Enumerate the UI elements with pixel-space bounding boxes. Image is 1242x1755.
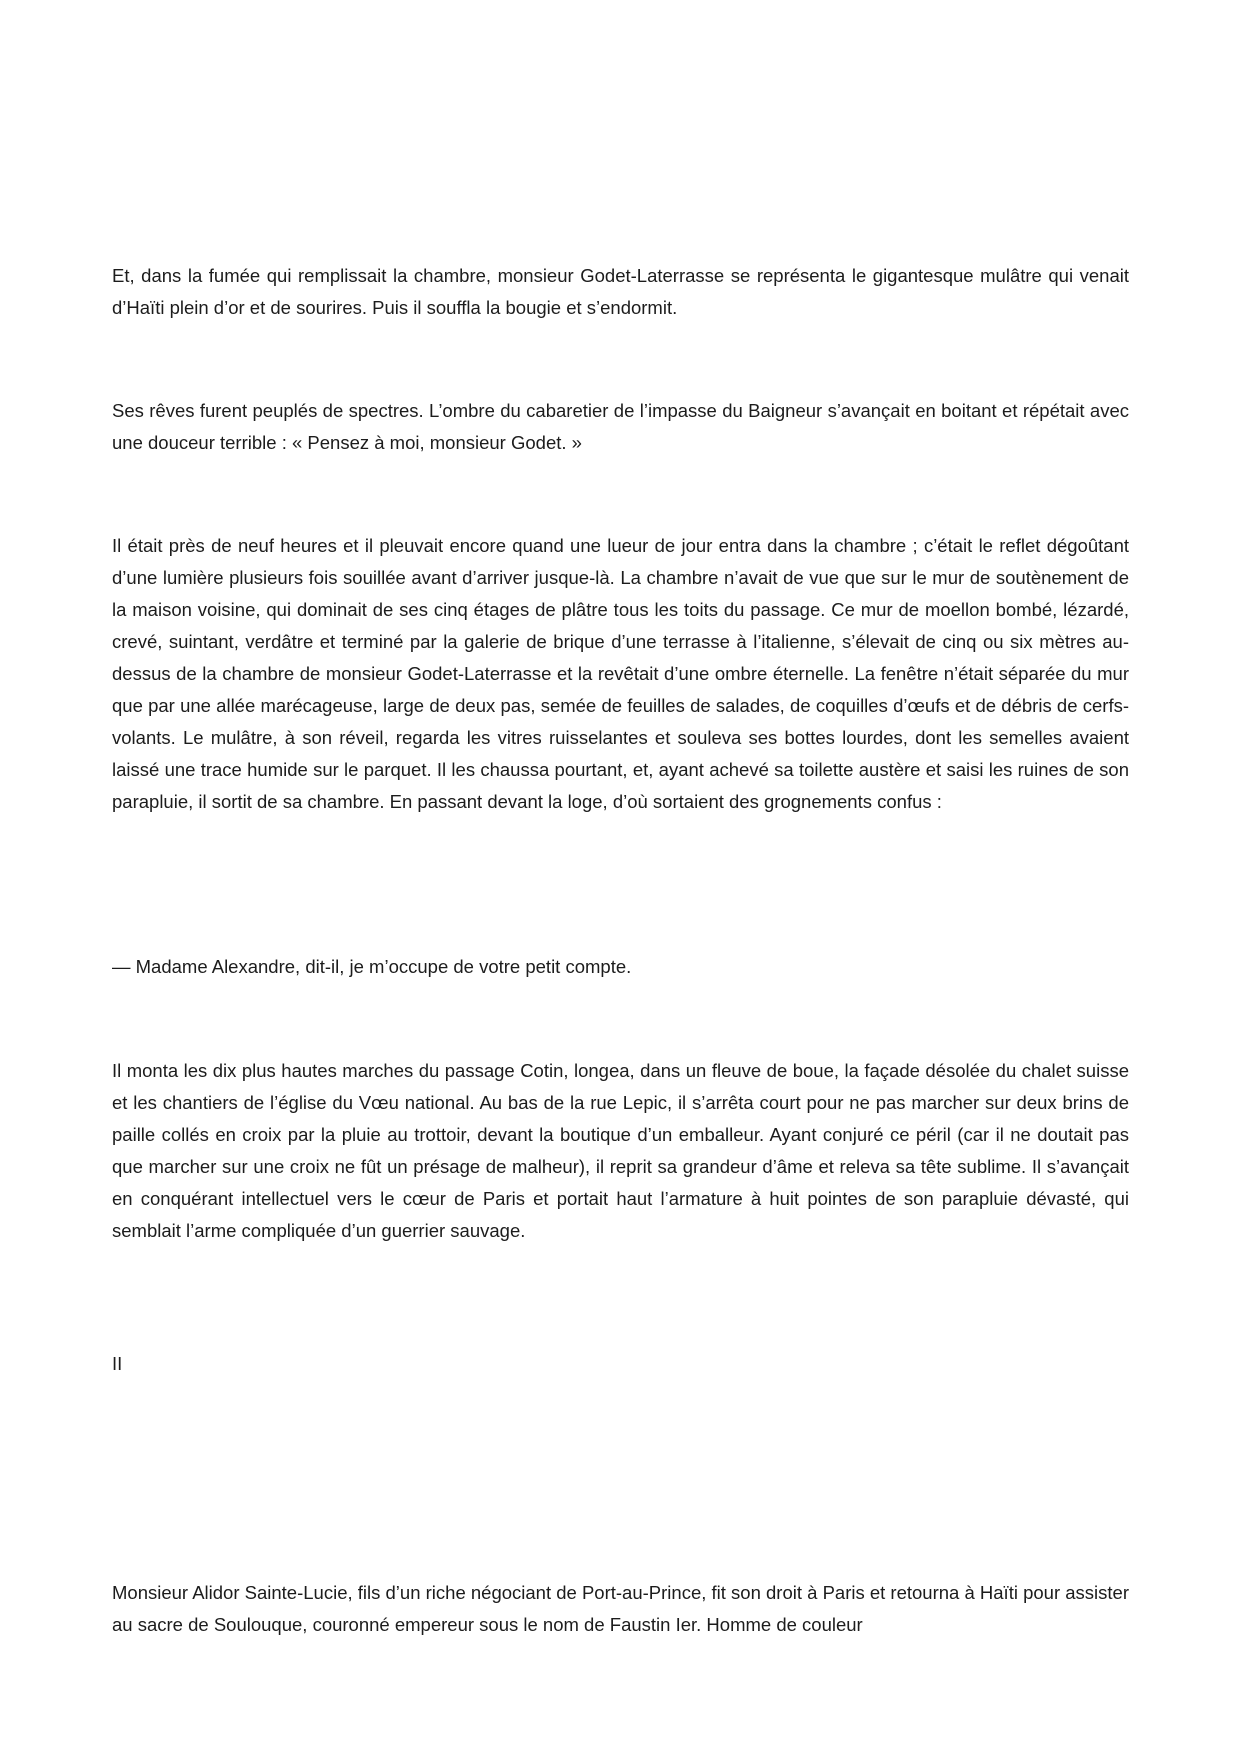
- chapter-heading: II: [112, 1353, 123, 1374]
- paragraph-smoke-dream: Et, dans la fumée qui remplissait la chambre, monsieur Godet-Laterrasse se représenta le gigantesque mulâtre qui venait d’Haïti plein d’or et de sourires. Puis il souffla la bougie et s’endormit.: [112, 265, 1129, 318]
- paragraph-spectres: Ses rêves furent peuplés de spectres. L’ombre du cabaretier de l’impasse du Baigneur s’avançait en boitant et répétait avec une douceur terrible : « Pensez à moi, monsieur Godet. »: [112, 400, 1129, 453]
- paragraph-dialogue: — Madame Alexandre, dit-il, je m’occupe de votre petit compte.: [112, 956, 632, 977]
- paragraph-morning-room: Il était près de neuf heures et il pleuvait encore quand une lueur de jour entra dans la chambre ; c’était le reflet dégoûtant d’une lumière plusieurs fois souillée avant d’arriver jusque-là. La chambre n’avait de vue que sur le mur de soutènement de la maison voisine, qui dominait de ses cinq étages de plâtre tous les toits du passage. Ce mur de moellon bombé, lézardé, crevé, suintant, verdâtre et terminé par la galerie de brique d’une terrasse à l’italienne, s’élevait de cinq ou six mètres au-dessus de la chambre de monsieur Godet-Laterrasse et la revêtait d’une ombre éternelle. La fenêtre n’était séparée du mur que par une allée marécageuse, large de deux pas, semée de feuilles de salades, de coquilles d’œufs et de débris de cerfs-volants. Le mulâtre, à son réveil, regarda les vitres ruisselantes et souleva ses bottes lourdes, dont les semelles avaient laissé une trace humide sur le parquet. Il les chaussa pourtant, et, ayant achevé sa toilette austère et saisi les ruines de son parapluie, il sortit de sa chambre. En passant devant la loge, d’où sortaient des grognements confus :: [112, 535, 1129, 812]
- paragraph-alidor: Monsieur Alidor Sainte-Lucie, fils d’un riche négociant de Port-au-Prince, fit son droit à Paris et retourna à Haïti pour assister au sacre de Soulouque, couronné empereur sous le nom de Faustin Ier. Homme de couleur: [112, 1582, 1129, 1635]
- paragraph-walk-to-paris: Il monta les dix plus hautes marches du passage Cotin, longea, dans un fleuve de boue, la façade désolée du chalet suisse et les chantiers de l’église du Vœu national. Au bas de la rue Lepic, il s’arrêta court pour ne pas marcher sur deux brins de paille collés en croix par la pluie au trottoir, devant la boutique d’un emballeur. Ayant conjuré ce péril (car il ne doutait pas que marcher sur une croix ne fût un présage de malheur), il reprit sa grandeur d’âme et releva sa tête sublime. Il s’avançait en conquérant intellectuel vers le cœur de Paris et portait haut l’armature à huit pointes de son parapluie dévasté, qui semblait l’arme compliquée d’un guerrier sauvage.: [112, 1060, 1129, 1241]
